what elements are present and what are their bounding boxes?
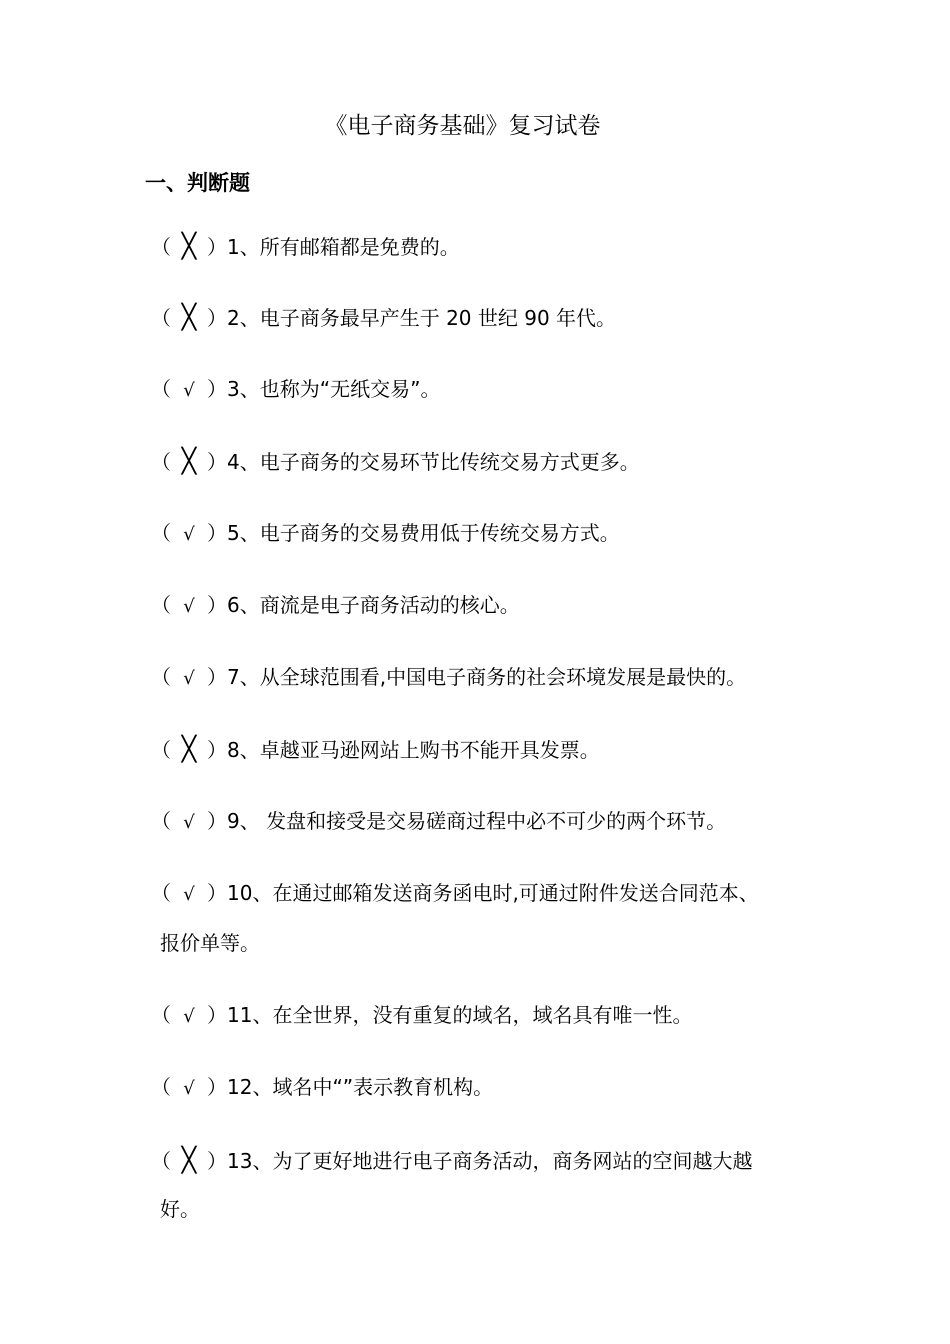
question-item-11 [151,998,692,1032]
answer-check-mark: √ [183,668,195,689]
paren-close: ） [207,809,227,833]
question-text: 3、也称为“无纸交易”。 [227,377,441,401]
question-text: 8、卓越亚马逊网站上购书不能开具发票。 [227,738,600,762]
question-text: 4、电子商务的交易环节比传统交易方式更多。 [227,450,640,474]
paren-open: （ [151,377,171,401]
paren-open: （ [151,235,171,259]
question-text: 5、电子商务的交易费用低于传统交易方式。 [227,521,620,545]
question-item-12 [151,1070,493,1104]
question-item-9 [151,804,726,838]
answer-check-mark: √ [183,596,195,617]
section-heading-true-false: 一、判断题 [145,171,250,195]
question-item-4 [151,444,640,478]
question-text: 6、商流是电子商务活动的核心。 [227,593,520,617]
question-item-13 [151,1143,752,1177]
paren-close: ） [207,306,227,330]
paren-close: ） [207,377,227,401]
answer-check-mark: √ [183,380,195,401]
question-text: 11、在全世界，没有重复的域名，域名具有唯一性。 [227,1003,693,1027]
paren-open: （ [151,521,171,545]
paren-close: ） [207,1075,227,1099]
question-text: 9、 发盘和接受是交易磋商过程中必不可少的两个环节。 [227,809,727,833]
paren-close: ） [207,665,227,689]
document-title: 《电子商务基础》复习试卷 [324,113,601,139]
paren-close: ） [207,881,227,905]
paren-close: ） [207,593,227,617]
answer-x-mark: ╳ [181,735,197,763]
paren-open: （ [151,593,171,617]
question-item-8 [151,732,600,766]
paren-open: （ [151,1149,171,1173]
answer-check-mark: √ [183,884,195,905]
question-item-2 [151,300,616,334]
answer-check-mark: √ [183,1078,195,1099]
question-item-6 [151,588,520,622]
answer-check-mark: √ [183,812,195,833]
question-item-13-continuation: 好。 [160,1197,200,1221]
answer-x-mark: ╳ [181,303,197,331]
answer-x-mark: ╳ [181,447,197,475]
question-text: 12、域名中“”表示教育机构。 [227,1075,494,1099]
question-text: 10、在通过邮箱发送商务函电时,可通过附件发送合同范本、 [227,881,759,905]
question-item-5 [151,516,620,550]
question-text: 13、为了更好地进行电子商务活动，商务网站的空间越大越 [227,1149,753,1173]
question-text: 7、从全球范围看,中国电子商务的社会环境发展是最快的。 [227,665,747,689]
paren-open: （ [151,1075,171,1099]
question-item-3 [151,372,440,406]
paren-open: （ [151,809,171,833]
paren-open: （ [151,450,171,474]
paren-open: （ [151,306,171,330]
paren-close: ） [207,235,227,259]
paren-close: ） [207,1003,227,1027]
paren-close: ） [207,521,227,545]
paren-open: （ [151,665,171,689]
paren-close: ） [207,1149,227,1173]
question-text: 1、所有邮箱都是免费的。 [227,235,460,259]
paren-close: ） [207,738,227,762]
question-text: 2、电子商务最早产生于 20 世纪 90 年代。 [227,306,617,330]
paren-close: ） [207,450,227,474]
answer-x-mark: ╳ [181,232,197,260]
paren-open: （ [151,1003,171,1027]
question-item-7 [151,660,746,694]
question-item-1 [151,229,460,263]
question-item-10-continuation: 报价单等。 [160,931,260,955]
answer-check-mark: √ [183,1006,195,1027]
paren-open: （ [151,881,171,905]
question-item-10 [151,876,759,910]
paren-open: （ [151,738,171,762]
answer-check-mark: √ [183,524,195,545]
answer-x-mark: ╳ [181,1146,197,1174]
